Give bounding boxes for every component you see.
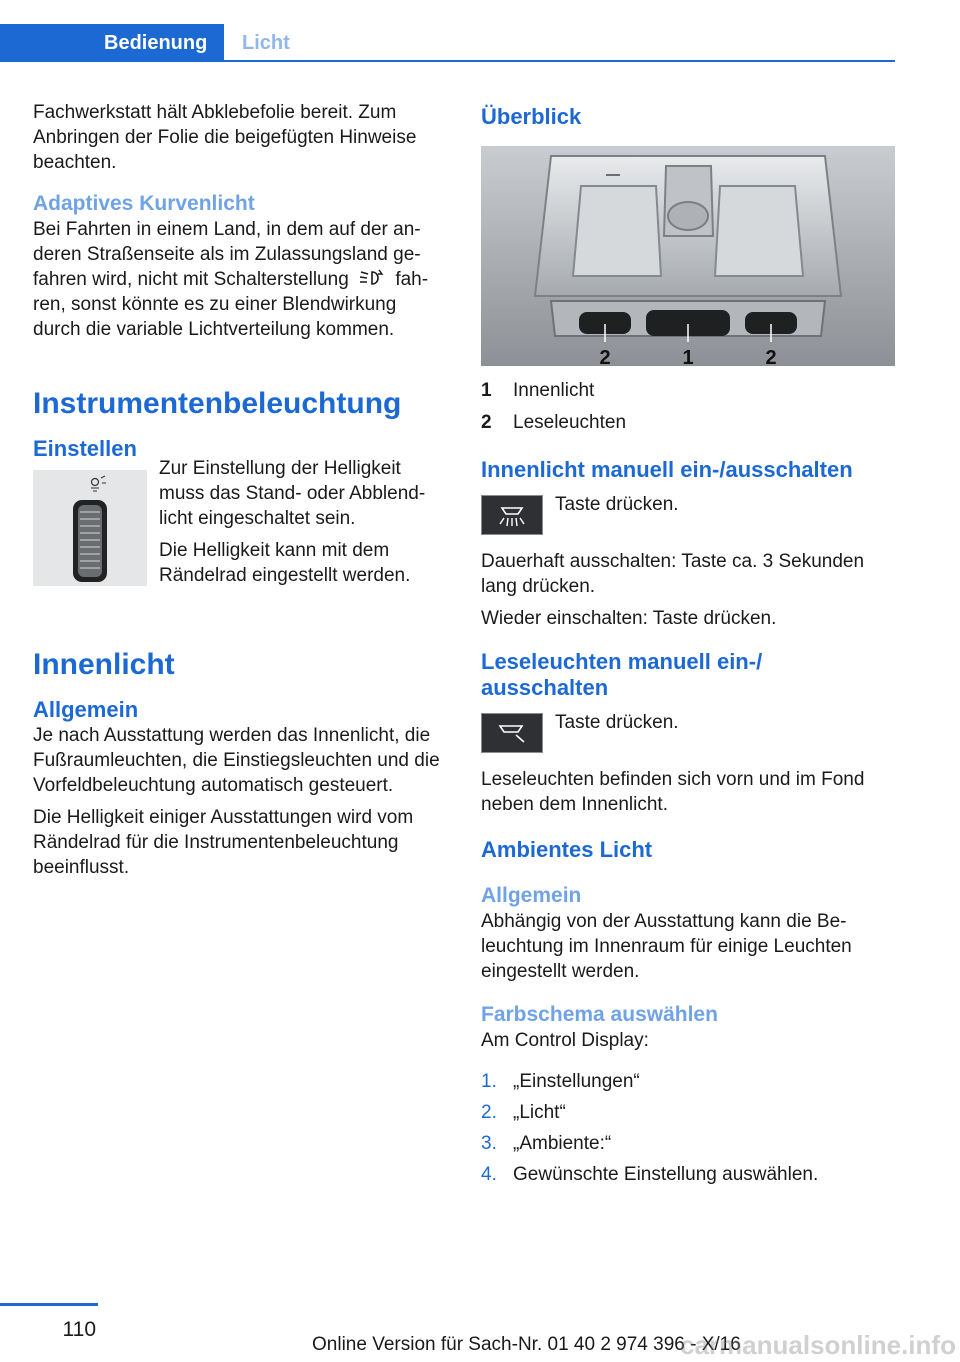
reading-light-button-row <box>481 713 895 753</box>
einstellen-heading: Einstellen <box>33 436 137 461</box>
reading-light-instruction: Taste drücken. <box>555 712 679 733</box>
legend-label: Innenlicht <box>513 380 595 401</box>
steps-list <box>481 1069 895 1187</box>
leseleuchten-manual-heading: Leseleuchten manuell ein-/ ausschalten <box>481 649 763 700</box>
image-label-2-right: 2 <box>765 347 777 366</box>
image-label-1: 1 <box>682 347 694 366</box>
ueberblick-heading: Überblick <box>481 104 582 129</box>
list-item: 3. „Ambiente:“ <box>481 1133 612 1154</box>
left-column <box>33 100 443 887</box>
wieder-text: Wieder einschalten: Taste drücken. <box>481 608 777 629</box>
legend-item <box>481 378 895 403</box>
einstellen-p2: Die Helligkeit kann mit dem Rändelrad eingestellt werden. <box>159 540 411 586</box>
innenlicht-heading: Innenlicht <box>33 648 175 681</box>
adaptive-paragraph <box>33 217 443 342</box>
thumbwheel-section <box>33 456 443 595</box>
control-display-text: Am Control Display: <box>481 1030 649 1051</box>
interior-light-button-image <box>481 495 543 535</box>
ambient-allgemein-heading: Allgemein <box>481 884 582 907</box>
legend-number: 1 <box>481 380 492 401</box>
overhead-console-image <box>481 146 895 366</box>
ambient-heading: Ambientes Licht <box>481 837 653 862</box>
online-version-text: Online Version für Sach-Nr. 01 40 2 974 396 - X/16 <box>312 1334 741 1355</box>
adaptive-text-a: Bei Fahrten in einem Land, in dem auf der anderen Straßenseite als im Zulassungsland gefahren wird, nicht mit Schalterstellung <box>33 219 421 290</box>
allgemein-p2: Die Helligkeit einiger Ausstattungen wird vom Rändelrad für die Instrumentenbeleuchtung beeinflusst. <box>33 807 414 878</box>
tab-licht[interactable]: Licht <box>242 32 290 54</box>
watermark: carmanualsonline.info <box>680 1330 956 1360</box>
adaptive-heading: Adaptives Kurvenlicht <box>33 192 255 215</box>
intro-paragraph: Fachwerkstatt hält Abklebefolie bereit. Zum Anbringen der Folie die beigefügten Hinweise beachten. <box>33 102 417 173</box>
legend-number: 2 <box>481 412 492 433</box>
footer-divider <box>0 1303 98 1306</box>
legend-label: Leseleuchten <box>513 412 627 433</box>
dauerhaft-text: Dauerhaft ausschalten: Taste ca. 3 Sekunden lang drücken. <box>481 551 865 597</box>
headlight-switch-icon <box>358 268 386 288</box>
allgemein-p1: Je nach Ausstattung werden das Innenlicht, die Fußraumleuchten, die Einstiegsleuchten und die Vorfeldbeleuchtung automatisch gesteuert. <box>33 725 440 796</box>
list-item: 1. „Einstellungen“ <box>481 1071 640 1092</box>
leseleuchten-text: Leseleuchten befinden sich vorn und im Fond neben dem Innenlicht. <box>481 769 865 815</box>
page-number: 110 <box>62 1318 96 1341</box>
right-column <box>481 100 895 1193</box>
legend-item <box>481 410 895 435</box>
thumbwheel-image <box>33 470 147 586</box>
farbschema-heading: Farbschema auswählen <box>481 1003 718 1026</box>
adaptive-text-b: fahren, sonst könnte es zu einer Blendwirkung durch die variable Lichtverteilung kommen. <box>33 269 429 340</box>
einstellen-text <box>159 456 443 595</box>
interior-light-button-row <box>481 495 895 535</box>
innenlicht-manual-heading: Innenlicht manuell ein-/ausschalten <box>481 457 853 482</box>
image-label-2-left: 2 <box>599 347 611 366</box>
interior-light-instruction: Taste drücken. <box>555 494 679 515</box>
tab-bedienung[interactable]: Bedienung <box>0 24 224 62</box>
einstellen-p1: Zur Einstellung der Helligkeit muss das Stand- oder Abblendlicht eingeschaltet sein. <box>159 458 426 529</box>
instrument-lighting-heading: Instrumentenbeleuchtung <box>33 387 402 420</box>
allgemein-heading: Allgemein <box>33 697 139 722</box>
list-item: 2. „Licht“ <box>481 1102 566 1123</box>
reading-light-button-image <box>481 713 543 753</box>
page-header <box>0 0 960 62</box>
list-item: 4. Gewünschte Einstellung auswählen. <box>481 1164 819 1185</box>
ambient-text: Abhängig von der Ausstattung kann die Beleuchtung im Innenraum für einige Leuchten eingestellt werden. <box>481 911 852 982</box>
header-divider <box>0 60 895 62</box>
